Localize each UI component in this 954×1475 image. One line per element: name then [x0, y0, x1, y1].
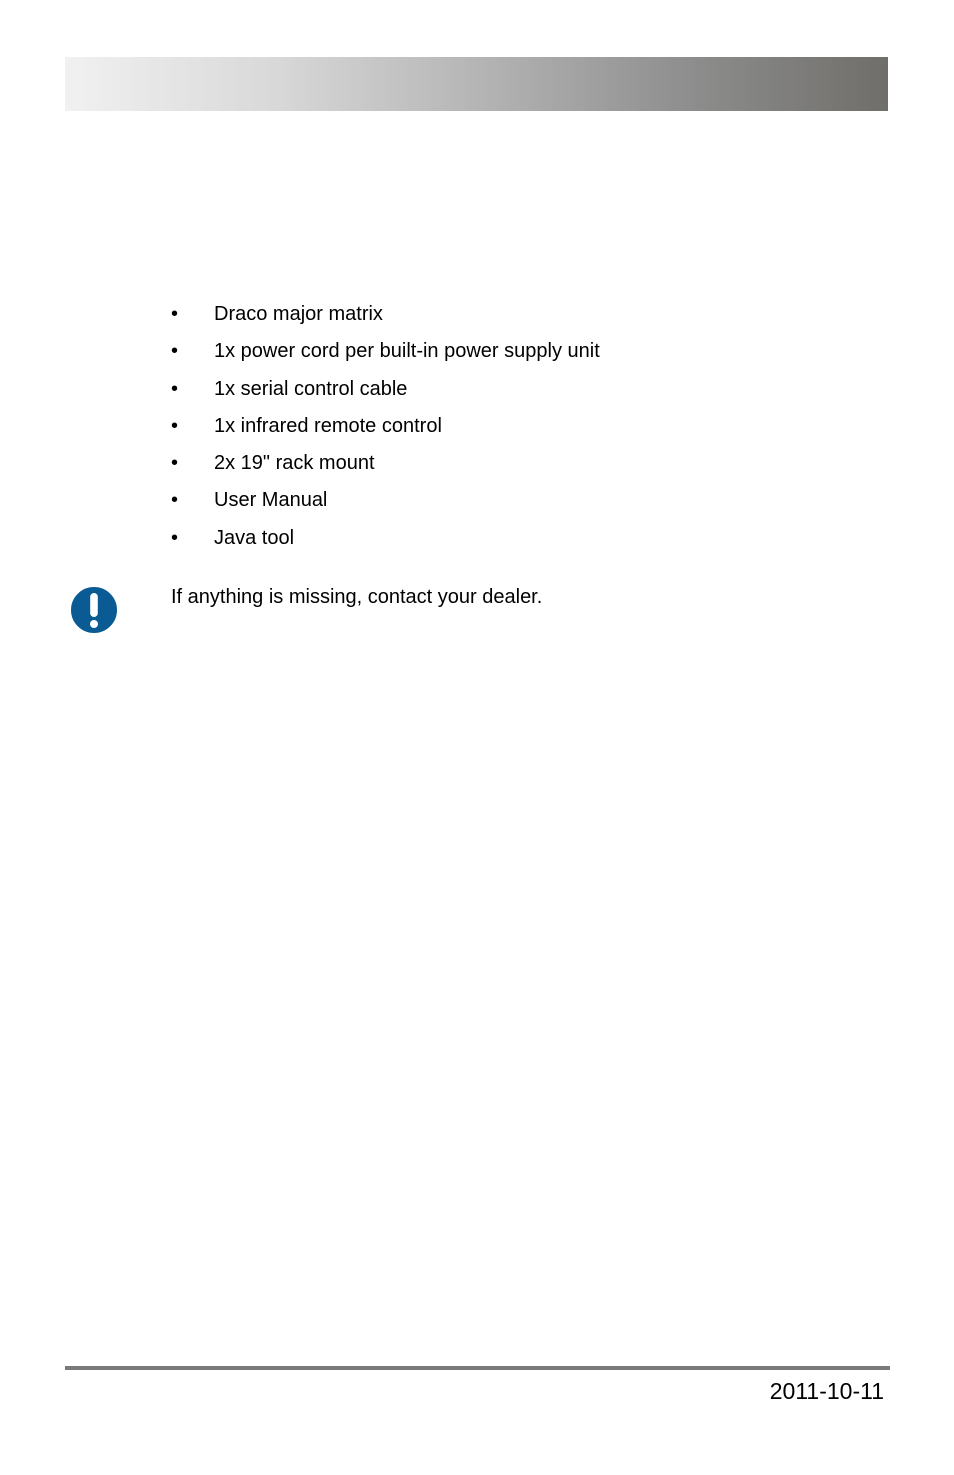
list-item-text: User Manual: [214, 489, 328, 512]
missing-items-notice: If anything is missing, contact your dealer.: [171, 586, 543, 608]
exclamation-circle-icon: [69, 585, 119, 635]
bullet: •: [171, 377, 179, 400]
bullet: •: [171, 340, 179, 363]
list-item-text: Draco major matrix: [214, 303, 383, 325]
bullet: •: [171, 303, 179, 325]
bullet: •: [171, 452, 179, 475]
list-item-text: Java tool: [214, 526, 295, 549]
header-bar: [65, 57, 888, 111]
bullet: •: [171, 414, 179, 437]
list-item-text: 1x power cord per built-in power supply unit: [214, 340, 600, 363]
footer-date: 2011-10-11: [769, 1378, 884, 1404]
bullet: •: [171, 526, 179, 549]
list-item-text: 1x infrared remote control: [214, 414, 442, 437]
bullet: •: [171, 489, 179, 512]
list-item-text: 1x serial control cable: [214, 377, 408, 400]
list-item-text: 2x 19" rack mount: [214, 452, 375, 475]
footer-rule: [65, 1366, 890, 1370]
